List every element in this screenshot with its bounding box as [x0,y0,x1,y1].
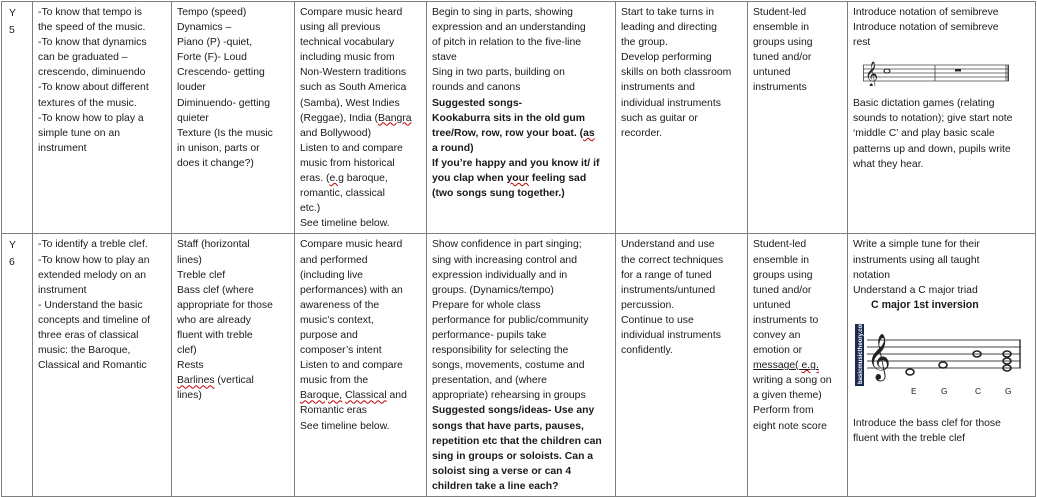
cell-line: instruments and [621,82,695,94]
cell-line: instrument [38,284,87,296]
cell-line: lines) [177,254,202,266]
cell-line: purpose and [300,329,358,341]
cell-line: textures of the music. [38,97,137,109]
cell-line: romantic, classical [300,188,385,200]
cell-line: who are already [177,314,251,326]
cell-line: Non-Western traditions [300,67,407,79]
cell-line: the correct techniques [621,254,724,266]
cell-line: notation [853,269,890,281]
cell-line: quieter [177,112,209,124]
cell-line: does it change?) [177,157,254,169]
cell-line: Basic dictation games (relating [853,98,995,110]
cell-line: writing a song on [753,375,832,387]
cell-line [300,388,422,403]
cell-line: Sing in two parts, building on [432,67,565,79]
cell-line: See timeline below. [300,218,390,230]
cell-line: percussion. [621,299,675,311]
cell-line: in unison, parts or [177,142,260,154]
cell-line: Treble clef [177,269,226,281]
cell-line: (Samba), West Indies [300,97,400,109]
cell-line: If you’re happy and you know it/ if [432,157,600,169]
text-run: eras. ( [300,173,330,185]
row-year-6 [2,234,1036,497]
performing-cell [616,2,748,234]
cell-line: skills on both classroom [621,67,732,79]
cell-line: Begin to sing in parts, showing [432,7,573,18]
note-label: C [975,385,982,396]
cell-line: and Bollywood) [300,127,372,139]
singing-cell [427,234,616,497]
cell-line: performance- pupils take [432,329,547,341]
c-major-chord-svg [853,314,1023,394]
cell-line: -To know how to play an [38,254,150,266]
cell-line: -To know that tempo is [38,7,142,18]
cell-line: repetition etc that the children can [432,435,602,447]
cell-line: composer’s intent [300,345,382,357]
cell-line: Perform from [753,405,814,417]
cell-line: -To know that dynamics [38,37,147,49]
cell-line: the speed of the music. [38,22,146,34]
cell-line: Write a simple tune for their [853,239,980,251]
cell-line: sing with increasing control and [432,254,577,266]
cell-line: Understand and use [621,239,715,251]
cell-line: sounds to notation); give start note [853,113,1013,125]
cell-line: Continue to use [621,314,694,326]
cell-line: can be graduated – [38,52,128,64]
cell-line: fluent with treble [177,329,253,341]
cell-line: Texture (Is the music [177,127,273,139]
cell-line: Staff (horizontal [177,239,250,251]
row-year-5 [2,2,1036,234]
cell-line: such as South America [300,82,407,94]
composing-cell [748,234,848,497]
cell-line: lines) [177,390,202,402]
text-run: tree/Row, row, row your boat. ( [432,127,584,139]
cell-line: and performed [300,254,368,266]
performing-cell [616,234,748,497]
cell-line: Show confidence in part singing; [432,239,582,251]
cell-line: Student-led [753,239,807,251]
cell-line: Introduce the bass clef for those [853,417,1001,429]
cell-line: groups using [753,37,813,49]
cell-line: -To know how to play a [38,112,144,124]
cell-line: Classical and Romantic [38,360,147,372]
semibreve-rest-icon [955,69,961,71]
cell-line: clef) [177,345,197,357]
cell-line: individual instruments [621,329,721,341]
cell-line: Start to take turns in [621,7,714,18]
cell-line [432,126,611,141]
cell-line: such as guitar or [621,112,698,124]
cell-line: Prepare for whole class [432,299,541,311]
note-e-icon [906,369,914,375]
cell-line: sing in groups or soloists. Can a [432,450,594,462]
cell-line: - Understand the basic [38,299,143,311]
cell-line: music from the [300,375,369,387]
cell-line: concepts and timeline of [38,314,151,326]
music-curriculum-table [1,1,1036,497]
cell-line [300,171,422,186]
cell-line [177,373,290,388]
cell-line: instruments using all taught [853,254,980,266]
objectives-cell [33,2,172,234]
objectives-cell [33,234,172,497]
cell-line: emotion or [753,345,803,357]
year-cell [2,234,33,497]
text-run: message( [753,360,802,372]
cell-line: Piano (P) -quiet, [177,37,253,49]
cell-line: instruments/untuned [621,284,716,296]
spellcheck-word: Baroque, [300,390,343,402]
cell-line: instruments [753,82,807,94]
spellcheck-word: your [506,173,530,185]
chord-note-labels [905,384,1017,396]
cell-line: Listen to and compare [300,142,403,154]
cell-line: confidently. [621,345,673,357]
cell-line: Introduce notation of semibreve [853,22,999,34]
cell-line: a round) [432,142,474,154]
text-run: (vertical [214,375,254,387]
spellcheck-word: as [583,127,595,139]
cell-line: louder [177,82,206,94]
year-cell [2,2,33,234]
cell-line: expression and an understanding [432,22,586,34]
cell-line [300,111,422,126]
vocabulary-cell [172,2,295,234]
singing-cell [427,2,616,234]
spellcheck-word: e.g [329,173,344,185]
year-label: 5 [9,25,15,36]
cell-line: individual instruments [621,97,721,109]
cell-line: ensemble in [753,22,810,34]
cell-line: (including live [300,269,363,281]
cell-line: children take a line each? [432,480,559,492]
note-label: G [1005,385,1012,396]
cell-line: Romantic eras [300,405,367,417]
cell-line: untuned [753,299,791,311]
cell-line [753,358,843,373]
spellcheck-word: Bangra [377,112,412,124]
cell-line: Kookaburra sits in the old gum [432,112,585,124]
cell-line: tuned and/or [753,52,812,64]
cell-line: leading and directing [621,22,717,34]
cell-line: eight note score [753,420,827,432]
cell-line: ensemble in [753,254,810,266]
cell-line: expression individually and in [432,269,568,281]
cell-line: ‘middle C’ and play basic scale [853,128,995,140]
spellcheck-word: Barlines [177,375,215,387]
cell-line: soloist sing a verse or can 4 [432,465,572,477]
cell-line: songs that have parts, pauses, [432,420,584,432]
semibreve-staff-image [863,60,1009,86]
text-run: feeling sad [529,173,587,185]
cell-line [432,171,611,186]
cell-line: groups. (Dynamics/tempo) [432,284,554,296]
cell-line: stave [432,52,457,64]
cell-line: music from historical [300,157,395,169]
treble-clef-icon: 𝄞 [865,61,879,87]
cell-line: simple tune on an [38,127,121,139]
cell-line: songs, movements, costume and [432,360,585,372]
cell-line: patterns up and down, pupils write [853,143,1011,155]
cell-line: Understand a C major triad [853,284,978,296]
cell-line: Develop performing [621,52,712,64]
cell-line: extended melody on an [38,269,147,281]
cell-line: fluent with the treble clef [853,432,966,444]
cell-line: performance for public/community [432,314,589,326]
listening-cell [295,2,427,234]
cell-line: a given theme) [753,390,822,402]
cell-line: Diminuendo- getting [177,97,270,109]
cell-line: awareness of the [300,299,380,311]
cell-line: Listen to and compare [300,360,403,372]
c-major-chord-image [853,314,1023,394]
spellcheck-word: e.g. [801,360,819,372]
cell-line: tuned and/or [753,284,812,296]
cell-line: crescendo, diminuendo [38,67,146,79]
year-label: Y [9,240,16,252]
cell-line: using all previous [300,22,381,34]
cell-line: Student-led [753,7,807,18]
year-label: 6 [9,257,15,269]
cell-line: Dynamics – [177,22,232,34]
cell-line: responsibility for selecting the [432,345,569,357]
text-run: and [386,390,407,402]
cell-line: instrument [38,142,87,154]
cell-line: appropriate for those [177,299,273,311]
note-label: E [911,385,917,396]
cell-line: of pitch in relation to the five-line [432,37,582,49]
notation-cell [848,2,1036,234]
note-g-icon [939,362,947,368]
listening-cell [295,234,427,497]
cell-line: etc.) [300,203,321,215]
cell-line: presentation, and (where [432,375,547,387]
cell-line: music’s context, [300,314,374,326]
chord-watermark: basicmusictheory.com [858,319,864,384]
cell-line: Compare music heard [300,7,403,18]
cell-line: groups using [753,269,813,281]
cell-line: recorder. [621,127,663,139]
cell-line: performances) with an [300,284,403,296]
text-run: you clap when [432,173,507,185]
note-label: G [941,385,948,396]
semibreve-note-icon [884,69,890,73]
chord-title: C major 1st inversion [871,298,979,311]
cell-line: rounds and canons [432,82,521,94]
cell-line: music: the Baroque, [38,345,131,357]
cell-line: See timeline below. [300,420,390,432]
cell-line: Bass clef (where [177,284,254,296]
cell-line: Introduce notation of semibreve [853,7,999,18]
cell-line: -To identify a treble clef. [38,239,148,251]
cell-line: Tempo (speed) [177,7,247,18]
composing-cell [748,2,848,234]
cell-line: Crescendo- getting [177,67,265,79]
year-label: Y [9,8,16,19]
cell-line: for a range of tuned [621,269,712,281]
cell-line: rest [853,37,871,49]
cell-line: appropriate) rehearsing in groups [432,390,586,402]
cell-line: technical vocabulary [300,37,395,49]
cell-line: three eras of classical [38,329,139,341]
cell-line: Compare music heard [300,239,403,251]
cell-line: instruments to [753,314,819,326]
notation-cell [848,234,1036,497]
cell-line: Forte (F)- Loud [177,52,247,64]
cell-line: untuned [753,67,791,79]
vocabulary-cell [172,234,295,497]
text-run: baroque, [343,173,388,185]
cell-line: Rests [177,360,204,372]
cell-line: what they hear. [853,158,924,170]
cell-line: (two songs sung together.) [432,188,565,200]
semibreve-staff-svg [863,60,1009,86]
cell-line: Suggested songs- [432,97,523,109]
cell-line: convey an [753,329,801,341]
cell-line: the group. [621,37,668,49]
treble-clef-icon: 𝄞 [867,334,891,379]
spellcheck-word: Classical [345,390,387,402]
text-run: (Reggae), India ( [300,112,378,124]
cell-line: -To know about different [38,82,149,94]
cell-line: Suggested songs/ideas- Use any [432,405,595,417]
cell-line: including music from [300,52,395,64]
